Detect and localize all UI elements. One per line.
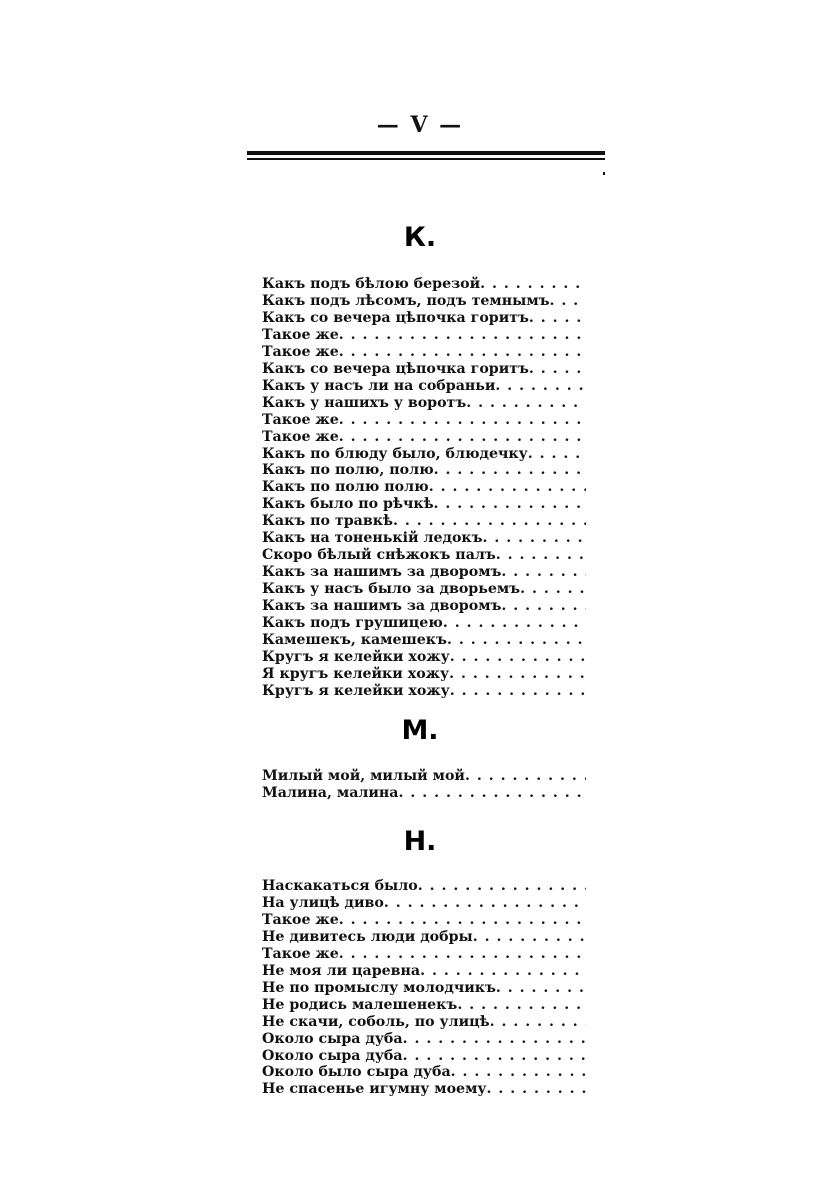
toc-entry <box>262 632 586 649</box>
toc-entry-title: Не дивитесь люди добры <box>262 928 473 945</box>
dot-leader <box>403 1031 586 1048</box>
dot-leader <box>384 895 586 912</box>
toc-entry <box>262 344 586 361</box>
dot-leader <box>339 429 586 446</box>
toc-entry <box>262 276 586 293</box>
dot-leader <box>399 785 587 802</box>
dot-leader <box>483 530 586 547</box>
dot-leader <box>501 564 586 581</box>
section-letter-m: М. <box>401 715 439 746</box>
toc-entry <box>262 293 586 310</box>
toc-entry-title: Какъ по полю полю <box>262 479 429 496</box>
toc-entry <box>262 997 586 1014</box>
toc-entry-title: Какъ со вечера цѣпочка горитъ <box>262 360 529 377</box>
toc-entry-title: Наскакаться было <box>262 878 418 894</box>
toc-entry-title: Такое же <box>262 428 339 445</box>
toc-entry-title: Около сыра дуба <box>262 1047 403 1064</box>
toc-entry-title: Какъ со вечера цѣпочка горитъ <box>262 309 529 326</box>
toc-entry <box>262 378 586 395</box>
toc-entry-title: Около было сыра дуба <box>262 1064 451 1081</box>
toc-entry <box>262 513 586 530</box>
toc-entry <box>262 980 586 997</box>
dot-leader <box>339 327 586 344</box>
toc-entry-title: Не по промыслу молодчикъ <box>262 979 496 996</box>
page-number: — V — <box>376 112 464 138</box>
toc-entry-title: Какъ у насъ ли на собраньи <box>262 377 496 394</box>
toc-entry-title: Какъ подъ бѣлою березой <box>262 276 481 292</box>
dot-leader <box>447 632 586 649</box>
dot-leader <box>429 479 586 496</box>
dot-leader <box>528 446 586 463</box>
toc-entry-title: Какъ за нашимъ за дворомъ <box>262 564 502 581</box>
dot-leader <box>420 963 586 980</box>
toc-entry-title: Такое же <box>262 326 339 343</box>
toc-entry <box>262 412 586 429</box>
toc-entry-title: Такое же <box>262 343 339 360</box>
toc-entry-title: Не моя ли царевна <box>262 962 421 979</box>
toc-entry-title: Какъ у насъ было за дворьемъ <box>262 581 521 598</box>
dot-leader <box>450 649 586 666</box>
dot-leader <box>550 293 586 310</box>
toc-entry-title: На улицѣ диво <box>262 894 384 911</box>
dot-leader <box>457 997 586 1014</box>
dot-leader <box>529 361 586 378</box>
dot-leader <box>496 547 586 564</box>
toc-entry <box>262 1048 586 1065</box>
toc-entry <box>262 564 586 581</box>
dot-leader <box>529 310 586 327</box>
toc-entry <box>262 547 586 564</box>
dot-leader <box>393 513 586 530</box>
toc-entry <box>262 785 586 802</box>
dot-leader <box>450 683 586 700</box>
dot-leader <box>465 768 586 785</box>
dot-leader <box>501 598 586 615</box>
toc-entry <box>262 429 586 446</box>
toc-entry <box>262 1064 586 1081</box>
section-m-list <box>262 768 586 802</box>
toc-entry <box>262 462 586 479</box>
toc-entry <box>262 946 586 963</box>
section-k-list <box>262 276 586 700</box>
toc-entry <box>262 929 586 946</box>
toc-entry <box>262 768 586 785</box>
toc-entry <box>262 327 586 344</box>
print-speck <box>603 172 605 175</box>
toc-entry-title: Камешекъ, камешекъ <box>262 632 447 649</box>
dot-leader <box>480 276 586 293</box>
dot-leader <box>403 1048 586 1065</box>
toc-entry <box>262 361 586 378</box>
dot-leader <box>473 929 586 946</box>
toc-entry <box>262 395 586 412</box>
toc-entry-title: Такое же <box>262 945 339 962</box>
dot-leader <box>418 878 586 895</box>
toc-entry <box>262 1014 586 1031</box>
toc-entry-title: Такое же <box>262 911 339 928</box>
dot-leader <box>490 1014 586 1031</box>
dot-leader <box>434 496 586 513</box>
toc-entry <box>262 615 586 632</box>
toc-entry-title: Милый мой, милый мой <box>262 768 465 784</box>
dot-leader <box>495 378 586 395</box>
toc-entry-title: Какъ подъ грушицею <box>262 615 443 632</box>
toc-entry <box>262 649 586 666</box>
toc-entry <box>262 963 586 980</box>
dot-leader <box>520 581 586 598</box>
toc-entry-title: Не скачи, соболь, по улицѣ <box>262 1013 490 1030</box>
toc-entry-title: Такое же <box>262 411 339 428</box>
toc-entry <box>262 479 586 496</box>
dot-leader <box>486 1081 586 1098</box>
toc-entry <box>262 581 586 598</box>
dot-leader <box>466 395 586 412</box>
toc-entry-title: Не спасенье игумну моему <box>262 1081 487 1098</box>
toc-entry-title: Около сыра дуба <box>262 1030 403 1047</box>
toc-entry-title: Скоро бѣлый снѣжокъ палъ <box>262 547 496 564</box>
header-rule-thick <box>247 151 605 155</box>
toc-entry <box>262 1031 586 1048</box>
header-rule-thin <box>247 158 605 160</box>
toc-entry-title: Какъ по блюду было, блюдечку <box>262 445 528 462</box>
dot-leader <box>339 344 586 361</box>
section-letter-k: К. <box>403 222 437 253</box>
dot-leader <box>449 666 586 683</box>
dot-leader <box>451 1064 586 1081</box>
toc-entry-title: Не родись малешенекъ <box>262 996 458 1013</box>
toc-entry-title: Какъ у нашихъ у воротъ <box>262 394 467 411</box>
toc-entry-title: Какъ на тоненькій ледокъ <box>262 530 483 547</box>
toc-entry <box>262 666 586 683</box>
toc-entry <box>262 530 586 547</box>
section-n-list <box>262 878 586 1098</box>
toc-entry-title: Какъ было по рѣчкѣ <box>262 496 434 513</box>
dot-leader <box>339 946 586 963</box>
toc-entry <box>262 912 586 929</box>
toc-entry-title: Кругъ я келейки хожу <box>262 682 450 699</box>
dot-leader <box>434 462 586 479</box>
toc-entry-title: Кругъ я келейки хожу <box>262 648 450 665</box>
toc-entry-title: Какъ по полю, полю <box>262 462 434 479</box>
dot-leader <box>443 615 586 632</box>
toc-entry <box>262 1081 586 1098</box>
section-letter-n: Н. <box>403 826 437 857</box>
toc-entry-title: Какъ по травкѣ <box>262 513 393 530</box>
toc-entry-title: Какъ подъ лѣсомъ, подъ темнымъ <box>262 292 550 309</box>
toc-entry <box>262 895 586 912</box>
toc-entry <box>262 310 586 327</box>
toc-entry <box>262 496 586 513</box>
dot-leader <box>496 980 586 997</box>
toc-entry <box>262 878 586 895</box>
toc-entry-title: Я кругъ келейки хожу <box>262 665 450 682</box>
dot-leader <box>339 912 586 929</box>
toc-entry <box>262 446 586 463</box>
toc-entry <box>262 598 586 615</box>
toc-entry-title: Малина, малина <box>262 784 399 801</box>
dot-leader <box>339 412 586 429</box>
toc-entry <box>262 683 586 700</box>
toc-entry-title: Какъ за нашимъ за дворомъ <box>262 598 502 615</box>
